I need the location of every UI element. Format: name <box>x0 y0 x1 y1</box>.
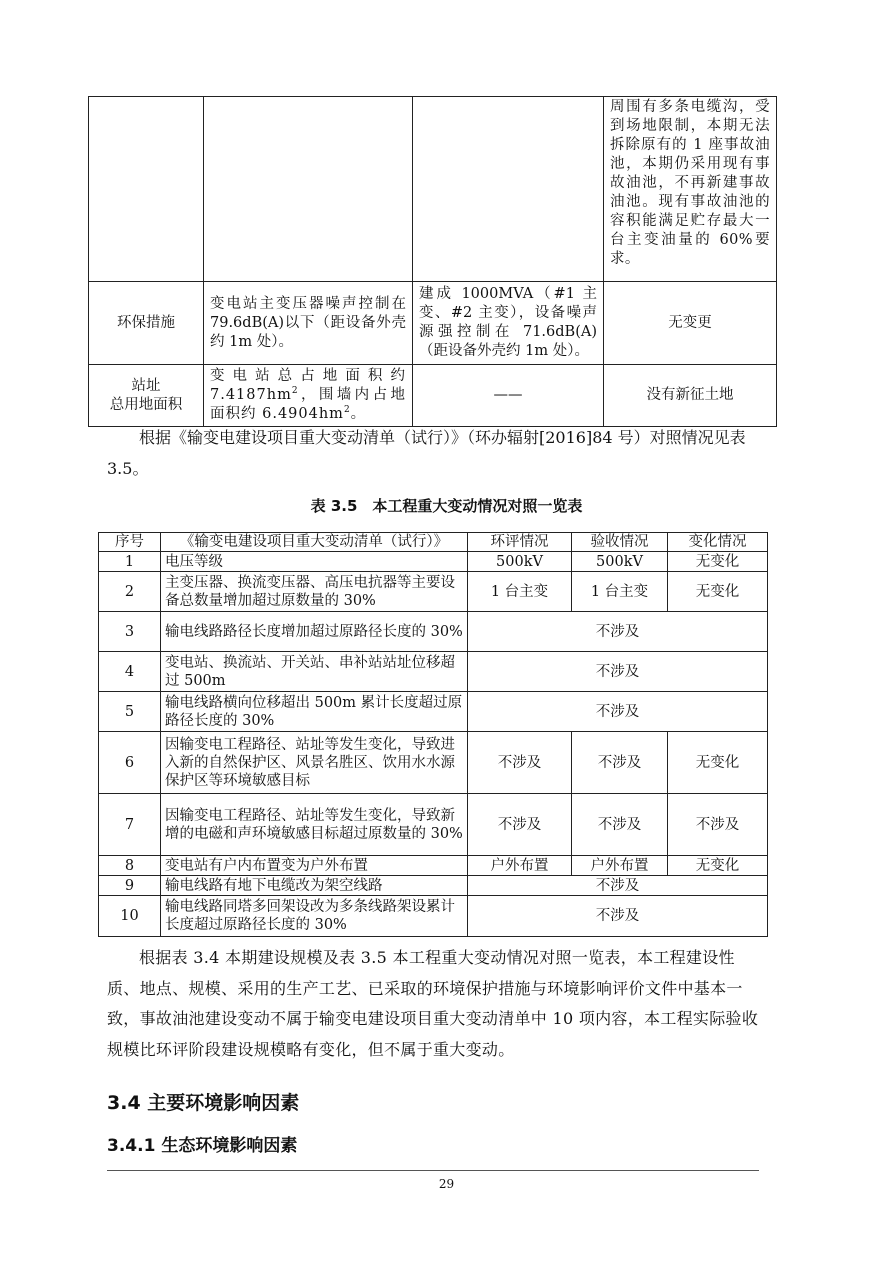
table-cell: —— <box>413 365 604 427</box>
page-number: 29 <box>438 1177 455 1191</box>
row-item: 因输变电工程路径、站址等发生变化，导致新增的电磁和声环境敏感目标超过原数量的 30% <box>161 794 468 856</box>
acceptance-status: 户外布置 <box>572 856 668 876</box>
paragraph: 根据表 3.4 本期建设规模及表 3.5 本工程重大变动情况对照一览表，本工程建设性质、地点、规模、采用的生产工艺、已采取的环境保护措施与环境影响评价文件中基本一致，事故油池建设变动不属于输变电建设项目重大变动清单中 10 项内容，本工程实际验收规模比环评阶段建设规模略有变化，但不属于重大变动。 <box>107 948 759 1059</box>
section-heading: 3.4 主要环境影响因素 <box>107 1092 300 1114</box>
table-row <box>99 876 768 896</box>
row-number: 5 <box>99 692 161 732</box>
acceptance-status: 不涉及 <box>572 794 668 856</box>
table-cell: 变电站主变压器噪声控制在 79.6dB(A)以下（距设备外壳约 1m 处）。 <box>204 282 413 365</box>
row-item: 变电站、换流站、开关站、串补站站址位移超过 500m <box>161 652 468 692</box>
table-cell: 无变更 <box>604 282 777 365</box>
table-row <box>99 652 768 692</box>
row-number: 2 <box>99 572 161 612</box>
row-number: 3 <box>99 612 161 652</box>
eia-status: 不涉及 <box>468 732 572 794</box>
table-row <box>99 896 768 937</box>
cell-text: ，围墙内占地面积约 6.4904hm <box>210 387 406 422</box>
row-item: 因输变电工程路径、站址等发生变化，导致进入新的自然保护区、风景名胜区、饮用水水源保护区等环境敏感目标 <box>161 732 468 794</box>
table-header-row <box>99 533 768 552</box>
table-row <box>99 794 768 856</box>
row-number: 4 <box>99 652 161 692</box>
table-row <box>99 612 768 652</box>
table-cell: 没有新征土地 <box>604 365 777 427</box>
column-header: 变化情况 <box>668 533 768 552</box>
row-number: 10 <box>99 896 161 937</box>
row-number: 1 <box>99 552 161 572</box>
table-row <box>99 552 768 572</box>
table-project-comparison-continued <box>88 96 777 427</box>
table-caption: 表 3.5 本工程重大变动情况对照一览表 <box>310 497 583 515</box>
eia-status: 1 台主变 <box>468 572 572 612</box>
superscript: 2 <box>343 405 351 416</box>
table-row <box>99 692 768 732</box>
merged-status: 不涉及 <box>468 692 768 732</box>
acceptance-status: 1 台主变 <box>572 572 668 612</box>
footer-divider <box>107 1170 759 1171</box>
column-header: 序号 <box>99 533 161 552</box>
table-cell: 周围有多条电缆沟，受到场地限制，本期无法拆除原有的 1 座事故油池，本期仍采用现有事故油池，不再新建事故油池。现有事故油池的容积能满足贮存最大一台主变油量的 60%要求。 <box>604 97 777 282</box>
change-status: 无变化 <box>668 732 768 794</box>
cell-text: 。 <box>350 406 367 422</box>
table-row <box>99 572 768 612</box>
row-number: 8 <box>99 856 161 876</box>
row-number: 9 <box>99 876 161 896</box>
column-header: 验收情况 <box>572 533 668 552</box>
row-item: 输电线路横向位移超出 500m 累计长度超过原路径长度的 30% <box>161 692 468 732</box>
table-major-changes <box>98 532 768 937</box>
table-cell <box>204 97 413 282</box>
cell-text: 变电站总占地面积约 7.4187hm <box>210 368 406 403</box>
change-status: 不涉及 <box>668 794 768 856</box>
column-header: 《输变电建设项目重大变动清单（试行）》 <box>161 533 468 552</box>
table-row <box>99 732 768 794</box>
column-header: 环评情况 <box>468 533 572 552</box>
row-item: 输电线路同塔多回架设改为多条线路架设累计长度超过原路径长度的 30% <box>161 896 468 937</box>
table-cell: 建成 1000MVA（#1 主变、#2 主变），设备噪声源强控制在 71.6dB(A)（距设备外壳约 1m 处）。 <box>413 282 604 365</box>
acceptance-status: 不涉及 <box>572 732 668 794</box>
table-cell: 环保措施 <box>89 282 204 365</box>
merged-status: 不涉及 <box>468 612 768 652</box>
table-cell <box>204 365 413 427</box>
merged-status: 不涉及 <box>468 876 768 896</box>
eia-status: 500kV <box>468 552 572 572</box>
row-item: 变电站有户内布置变为户外布置 <box>161 856 468 876</box>
change-status: 无变化 <box>668 856 768 876</box>
table-cell <box>413 97 604 282</box>
merged-status: 不涉及 <box>468 896 768 937</box>
table-cell <box>89 97 204 282</box>
row-item: 输电线路路径长度增加超过原路径长度的 30% <box>161 612 468 652</box>
eia-status: 户外布置 <box>468 856 572 876</box>
change-status: 无变化 <box>668 552 768 572</box>
cell-line: 总用地面积 <box>109 396 183 413</box>
table-row <box>99 856 768 876</box>
change-status: 无变化 <box>668 572 768 612</box>
subsection-heading: 3.4.1 生态环境影响因素 <box>107 1136 298 1156</box>
paragraph: 根据《输变电建设项目重大变动清单（试行）》（环办辐射[2016]84 号）对照情况见表 3.5。 <box>107 428 746 478</box>
merged-status: 不涉及 <box>468 652 768 692</box>
row-number: 6 <box>99 732 161 794</box>
cell-line: 站址 <box>131 377 161 394</box>
superscript: 2 <box>291 386 299 397</box>
row-item: 输电线路有地下电缆改为架空线路 <box>161 876 468 896</box>
table-cell <box>89 365 204 427</box>
row-item: 主变压器、换流变压器、高压电抗器等主要设备总数量增加超过原数量的 30% <box>161 572 468 612</box>
eia-status: 不涉及 <box>468 794 572 856</box>
acceptance-status: 500kV <box>572 552 668 572</box>
row-number: 7 <box>99 794 161 856</box>
row-item: 电压等级 <box>161 552 468 572</box>
